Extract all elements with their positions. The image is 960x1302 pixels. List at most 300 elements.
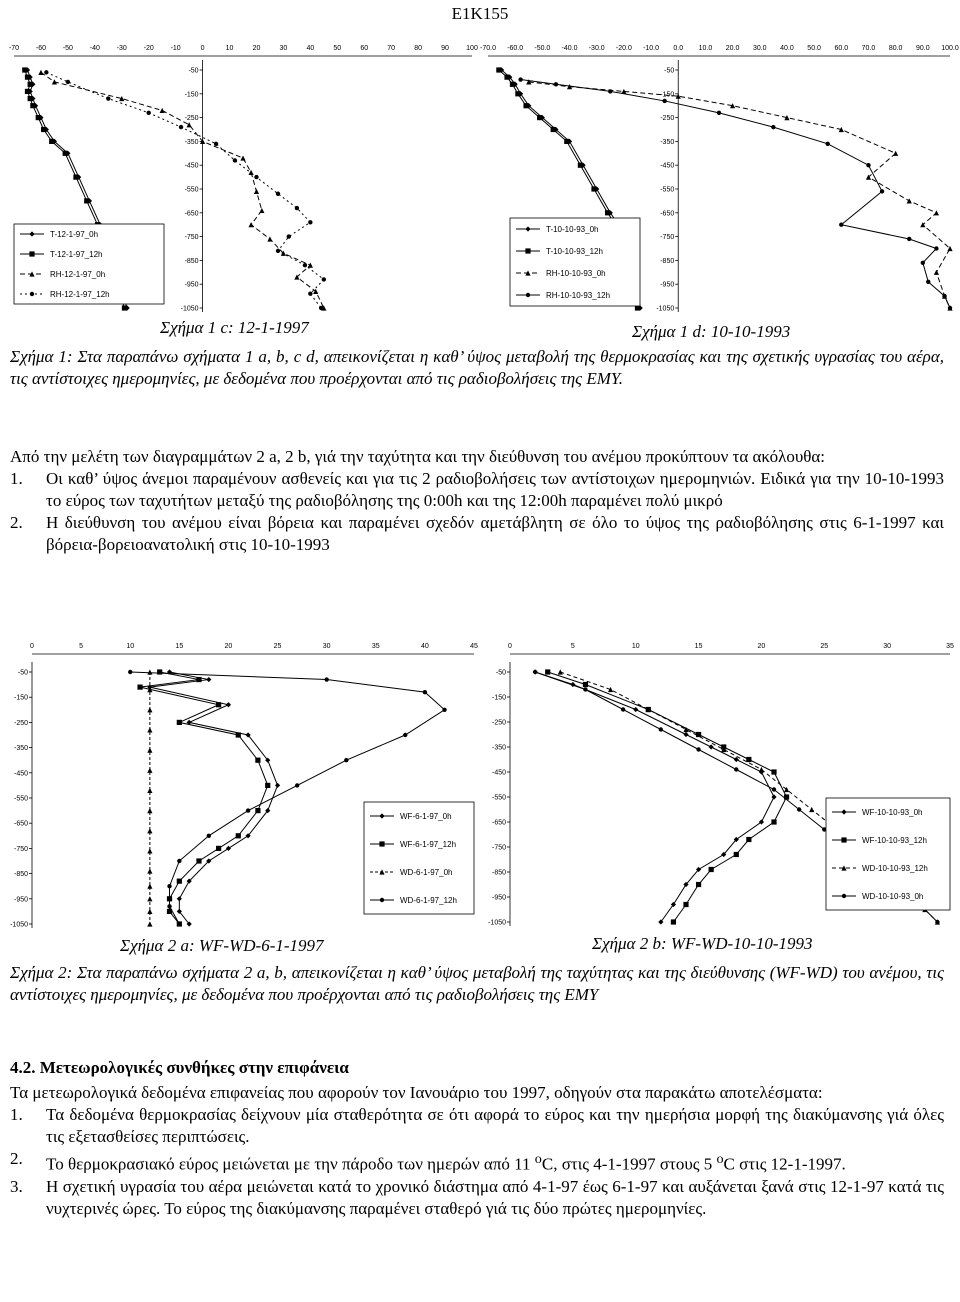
data-point bbox=[545, 669, 550, 674]
legend-label: WD-6-1-97_12h bbox=[400, 896, 457, 905]
x-tick-label: -40.0 bbox=[561, 45, 578, 52]
legend-marker bbox=[526, 293, 530, 297]
legend-label: WD-10-10-93_0h bbox=[862, 892, 924, 901]
series-WF-10-10-93_12h bbox=[545, 669, 789, 924]
data-point bbox=[187, 122, 192, 127]
data-point bbox=[28, 82, 33, 87]
page-header: E1K155 bbox=[451, 4, 509, 23]
y-tick-label: -350 bbox=[491, 744, 506, 752]
data-point bbox=[206, 677, 211, 682]
data-point bbox=[683, 732, 688, 737]
data-point bbox=[308, 263, 313, 268]
data-point bbox=[759, 767, 764, 772]
legend-label: WF-6-1-97_12h bbox=[400, 840, 457, 849]
chart-2b-svg bbox=[480, 636, 960, 932]
data-point bbox=[746, 837, 751, 842]
x-tick-label: 5 bbox=[79, 643, 84, 650]
x-tick-label: 50 bbox=[333, 45, 342, 52]
data-point bbox=[276, 192, 280, 196]
data-point bbox=[147, 788, 152, 793]
y-tick-label: -350 bbox=[13, 745, 28, 753]
x-tick-label: 70.0 bbox=[861, 45, 876, 52]
data-point bbox=[578, 163, 583, 168]
data-point bbox=[523, 103, 528, 108]
data-point bbox=[177, 896, 182, 901]
data-point bbox=[30, 103, 35, 108]
y-tick-label: -250 bbox=[13, 719, 28, 727]
data-point bbox=[771, 794, 776, 799]
x-tick-label: 15 bbox=[694, 643, 703, 650]
legend bbox=[364, 802, 474, 914]
legend-label: RH-12-1-97_0h bbox=[50, 270, 106, 279]
data-point bbox=[25, 75, 30, 80]
x-tick-label: 25 bbox=[820, 643, 829, 650]
figure1-caption bbox=[10, 346, 944, 390]
data-point bbox=[880, 189, 884, 193]
data-point bbox=[683, 902, 688, 907]
data-point bbox=[147, 896, 152, 901]
y-tick-label: -950 bbox=[184, 281, 199, 289]
y-tick-label: -850 bbox=[184, 257, 199, 265]
data-point bbox=[147, 848, 152, 853]
x-tick-label: 100.0 bbox=[941, 45, 959, 52]
data-point bbox=[515, 91, 520, 96]
x-tick-label: 0 bbox=[508, 643, 512, 650]
figure2-caption-text: Σχήμα 2: Στα παραπάνω σχήματα 2 a, b, απεικονίζεται η καθ’ ύψος μεταβολή της ταχύτητας και της διεύθυνσης (WF-WD) του ανέμου, τις αντίστοιχες ημερομηνίες, με δεδομένα που προέρχονται από τις ραδιοβολήσεις της ΕΜΥ bbox=[10, 963, 944, 1004]
x-tick-label: 45 bbox=[470, 643, 478, 650]
section-item-1 bbox=[10, 1104, 944, 1148]
x-tick-label: -70 bbox=[8, 45, 20, 52]
x-tick-label: 30 bbox=[883, 643, 892, 650]
chart-1d bbox=[480, 36, 960, 316]
data-point bbox=[717, 111, 721, 115]
analysis-item-2 bbox=[10, 512, 944, 556]
data-point bbox=[934, 210, 939, 215]
y-tick-label: -950 bbox=[13, 896, 28, 904]
data-point bbox=[63, 151, 68, 156]
x-tick-label: 10 bbox=[225, 45, 234, 52]
series-WF-10-10-93_0h bbox=[533, 669, 777, 924]
y-tick-label: -1050 bbox=[656, 305, 675, 313]
data-point bbox=[621, 707, 625, 711]
x-tick-label: -20.0 bbox=[615, 45, 632, 52]
data-point bbox=[442, 708, 446, 712]
data-point bbox=[41, 127, 46, 132]
data-point bbox=[934, 270, 939, 275]
series-line bbox=[140, 672, 268, 924]
data-point bbox=[662, 99, 666, 103]
data-point bbox=[403, 733, 407, 737]
data-point bbox=[696, 732, 701, 737]
chart-1c bbox=[0, 36, 480, 316]
data-point bbox=[558, 669, 563, 674]
data-point bbox=[564, 139, 569, 144]
data-point bbox=[226, 846, 231, 851]
section-heading: 4.2. Μετεωρολογικές συνθήκες στην επιφάνεια bbox=[10, 1058, 349, 1077]
y-tick-label: -50 bbox=[495, 669, 506, 677]
data-point bbox=[809, 807, 814, 812]
data-point bbox=[147, 768, 152, 773]
x-tick-label: 90 bbox=[441, 45, 449, 52]
caption-1d: Σχήμα 1 d: 10-10-1993 bbox=[632, 322, 791, 341]
caption-2a: Σχήμα 2 a: WF-WD-6-1-1997 bbox=[120, 936, 324, 955]
data-point bbox=[147, 669, 152, 674]
section-item-2 bbox=[10, 1148, 944, 1176]
x-tick-label: 20.0 bbox=[725, 45, 740, 52]
data-point bbox=[287, 234, 291, 238]
y-tick-label: -450 bbox=[660, 162, 675, 170]
data-point bbox=[147, 808, 152, 813]
data-point bbox=[608, 89, 612, 93]
x-tick-label: 40 bbox=[306, 45, 315, 52]
chart-2a-svg bbox=[0, 636, 486, 932]
caption-1c: Σχήμα 1 c: 12-1-1997 bbox=[160, 318, 309, 337]
data-point bbox=[276, 249, 280, 253]
section-item-3-text: Η σχετική υγρασία του αέρα μειώνεται κατά το χρονικό διάστημα από 4-1-97 έως 6-1-97 και αυξάνεται ξανά στις 12-1-97 κατά τις νυχτερινές ώρες. Το εύρος της διακύμανσης παραμένει σταθερό γιά τις δύο πρώτες ημερομηνίες. bbox=[46, 1176, 944, 1218]
data-point bbox=[942, 294, 946, 298]
data-point bbox=[797, 807, 801, 811]
section-item-2-text-a: Το θερμοκρασιακό εύρος μειώνεται με την πάροδο των ημερών από 11 bbox=[46, 1154, 535, 1174]
y-tick-label: -450 bbox=[491, 769, 506, 777]
x-tick-label: 10 bbox=[631, 643, 640, 650]
legend-label: WD-6-1-97_0h bbox=[400, 868, 453, 877]
data-point bbox=[423, 690, 427, 694]
data-point bbox=[137, 685, 142, 690]
data-point bbox=[659, 727, 663, 731]
y-tick-label: -750 bbox=[660, 234, 675, 242]
y-tick-label: -650 bbox=[491, 819, 506, 827]
data-point bbox=[324, 677, 328, 681]
data-point bbox=[25, 89, 30, 94]
data-point bbox=[259, 208, 264, 213]
data-point bbox=[177, 879, 182, 884]
legend-marker bbox=[30, 292, 34, 296]
x-tick-label: -50 bbox=[62, 45, 73, 52]
data-point bbox=[308, 220, 312, 224]
data-point bbox=[583, 687, 587, 691]
data-point bbox=[551, 127, 556, 132]
data-point bbox=[605, 210, 610, 215]
data-point bbox=[746, 757, 751, 762]
legend-marker bbox=[525, 248, 530, 253]
x-tick-label: -60 bbox=[35, 45, 47, 52]
x-tick-label: 10.0 bbox=[698, 45, 713, 52]
data-point bbox=[38, 70, 43, 75]
y-tick-label: -650 bbox=[660, 210, 675, 218]
analysis-item-1-num: 1. bbox=[10, 469, 23, 488]
x-tick-label: 0 bbox=[30, 643, 34, 650]
y-tick-label: -550 bbox=[660, 186, 675, 194]
x-tick-label: 20 bbox=[224, 643, 233, 650]
x-tick-label: 80 bbox=[414, 45, 423, 52]
data-point bbox=[926, 280, 930, 284]
data-point bbox=[147, 111, 151, 115]
data-point bbox=[934, 246, 938, 250]
data-point bbox=[177, 859, 181, 863]
data-point bbox=[22, 67, 27, 72]
y-tick-label: -950 bbox=[491, 894, 506, 902]
data-point bbox=[233, 158, 237, 162]
x-tick-label: 60.0 bbox=[834, 45, 849, 52]
legend-label: WD-10-10-93_12h bbox=[862, 864, 928, 873]
data-point bbox=[84, 198, 89, 203]
data-point bbox=[907, 198, 912, 203]
x-tick-label: -70.0 bbox=[480, 45, 496, 52]
x-tick-label: 30.0 bbox=[752, 45, 767, 52]
data-point bbox=[907, 237, 911, 241]
y-tick-label: -450 bbox=[184, 162, 199, 170]
legend-marker bbox=[29, 251, 34, 256]
degree-sup-1: o bbox=[534, 1151, 542, 1167]
data-point bbox=[839, 223, 843, 227]
data-point bbox=[216, 702, 221, 707]
figure2-caption bbox=[10, 962, 944, 1006]
analysis-item-1-text: Οι καθ’ ύψος άνεμοι παραμένουν ασθενείς και για τις 2 ραδιοβολήσεις των αντίστοιχων ημερομηνιών. Ειδικά για την 10-10-1993 το εύρος των ταχυτήτων μεταξύ της ραδιοβόλησης της 0:00h και της 12:00h παραμένει πολύ μικρό bbox=[46, 469, 944, 510]
y-tick-label: -350 bbox=[184, 138, 199, 146]
data-point bbox=[216, 846, 221, 851]
y-tick-label: -750 bbox=[184, 234, 199, 242]
x-tick-label: -60.0 bbox=[507, 45, 524, 52]
data-point bbox=[160, 108, 165, 113]
data-point bbox=[147, 727, 152, 732]
data-point bbox=[207, 834, 211, 838]
data-point bbox=[66, 80, 70, 84]
data-point bbox=[147, 707, 152, 712]
y-tick-label: -250 bbox=[491, 719, 506, 727]
legend-label: WF-10-10-93_12h bbox=[862, 836, 927, 845]
data-point bbox=[322, 277, 326, 281]
data-point bbox=[236, 833, 241, 838]
data-point bbox=[128, 670, 132, 674]
data-point bbox=[671, 919, 676, 924]
section-item-2-text-c: C στις 12-1-1997. bbox=[723, 1154, 846, 1174]
x-tick-label: -10.0 bbox=[643, 45, 660, 52]
legend-marker bbox=[379, 841, 384, 846]
data-point bbox=[214, 142, 218, 146]
x-tick-label: -30.0 bbox=[588, 45, 605, 52]
legend bbox=[510, 218, 640, 306]
data-point bbox=[147, 748, 152, 753]
data-point bbox=[554, 82, 558, 86]
section-item-1-text: Τα δεδομένα θερμοκρασίας δείχνουν μία σταθερότητα σε ότι αφορά το εύρος και την ημερήσια μορφή της διακύμανσης γιά όλες τις εξετασθείσες περιπτώσεις. bbox=[46, 1105, 944, 1146]
data-point bbox=[583, 682, 588, 687]
x-tick-label: 30 bbox=[279, 45, 288, 52]
x-tick-label: 30 bbox=[322, 643, 331, 650]
legend-label: RH-12-1-97_12h bbox=[50, 290, 110, 299]
analysis-item-1 bbox=[10, 468, 944, 512]
series-WF-6-1-97_12h bbox=[137, 669, 270, 926]
data-point bbox=[196, 858, 201, 863]
y-tick-label: -550 bbox=[184, 186, 199, 194]
y-tick-label: -850 bbox=[660, 257, 675, 265]
y-tick-label: -250 bbox=[184, 115, 199, 123]
data-point bbox=[240, 155, 245, 160]
legend-label: T-12-1-97_0h bbox=[50, 230, 99, 239]
x-tick-label: -40 bbox=[89, 45, 100, 52]
y-tick-label: -50 bbox=[664, 67, 675, 75]
x-tick-label: 60 bbox=[360, 45, 369, 52]
y-tick-label: -750 bbox=[491, 844, 506, 852]
data-point bbox=[308, 292, 312, 296]
data-point bbox=[147, 868, 152, 873]
x-tick-label: 80.0 bbox=[888, 45, 903, 52]
data-point bbox=[44, 70, 48, 74]
data-point bbox=[633, 707, 638, 712]
legend-marker bbox=[380, 898, 384, 902]
x-tick-label: 100 bbox=[466, 45, 478, 52]
data-point bbox=[295, 206, 299, 210]
data-point bbox=[591, 186, 596, 191]
x-tick-label: 20 bbox=[252, 45, 261, 52]
data-point bbox=[496, 67, 501, 72]
legend bbox=[826, 798, 950, 910]
data-point bbox=[246, 808, 250, 812]
y-tick-label: -450 bbox=[13, 770, 28, 778]
y-tick-label: -650 bbox=[13, 820, 28, 828]
legend-label: WF-6-1-97_0h bbox=[400, 812, 452, 821]
legend-label: T-10-10-93_12h bbox=[546, 247, 603, 256]
series-WF-6-1-97_0h bbox=[147, 669, 280, 926]
y-tick-label: -150 bbox=[660, 91, 675, 99]
data-point bbox=[696, 747, 700, 751]
data-point bbox=[196, 677, 201, 682]
degree-sup-2: o bbox=[716, 1151, 724, 1167]
x-tick-label: 40 bbox=[420, 643, 429, 650]
data-point bbox=[226, 702, 231, 707]
y-tick-label: -550 bbox=[491, 794, 506, 802]
y-tick-label: -150 bbox=[491, 694, 506, 702]
y-tick-label: -850 bbox=[13, 871, 28, 879]
data-point bbox=[303, 263, 307, 267]
chart-2b bbox=[480, 636, 960, 932]
y-tick-label: -550 bbox=[13, 795, 28, 803]
data-point bbox=[734, 767, 738, 771]
section-item-1-num: 1. bbox=[10, 1105, 23, 1124]
y-tick-label: -1050 bbox=[180, 305, 199, 313]
data-point bbox=[147, 884, 152, 889]
x-tick-label: 5 bbox=[570, 643, 575, 650]
section-item-2-text-b: C, στις 4-1-1997 στους 5 bbox=[541, 1154, 717, 1174]
data-point bbox=[319, 306, 323, 310]
data-point bbox=[254, 189, 259, 194]
data-point bbox=[248, 170, 253, 175]
data-point bbox=[254, 175, 258, 179]
data-point bbox=[537, 115, 542, 120]
legend-label: RH-10-10-93_12h bbox=[546, 291, 611, 300]
data-point bbox=[608, 687, 613, 692]
legend bbox=[14, 224, 164, 304]
data-point bbox=[147, 921, 152, 926]
data-point bbox=[826, 142, 830, 146]
data-point bbox=[177, 720, 182, 725]
data-point bbox=[122, 305, 127, 310]
analysis-intro: Από την μελέτη των διαγραμμάτων 2 a, 2 b, γιά την ταχύτητα και την διεύθυνση του ανέμου προκύπτουν τα ακόλουθα: bbox=[10, 447, 826, 466]
data-point bbox=[255, 808, 260, 813]
section-block bbox=[10, 1082, 944, 1220]
x-tick-label: -10 bbox=[170, 45, 181, 52]
section-item-3 bbox=[10, 1176, 944, 1220]
y-tick-label: -650 bbox=[184, 210, 199, 218]
data-point bbox=[696, 882, 701, 887]
data-point bbox=[179, 125, 183, 129]
data-point bbox=[106, 96, 110, 100]
x-tick-label: 35 bbox=[371, 643, 380, 650]
data-point bbox=[344, 758, 348, 762]
legend-marker bbox=[842, 894, 846, 898]
legend-label: WF-10-10-93_0h bbox=[862, 808, 923, 817]
y-tick-label: -150 bbox=[13, 694, 28, 702]
x-tick-label: 20 bbox=[757, 643, 766, 650]
data-point bbox=[265, 783, 270, 788]
data-point bbox=[177, 922, 181, 926]
y-tick-label: -250 bbox=[660, 115, 675, 123]
x-tick-label: -50.0 bbox=[534, 45, 551, 52]
x-tick-label: 90.0 bbox=[916, 45, 930, 52]
data-point bbox=[533, 670, 537, 674]
legend-label: T-10-10-93_0h bbox=[546, 225, 599, 234]
analysis-block bbox=[10, 446, 944, 556]
y-tick-label: -50 bbox=[188, 67, 199, 75]
data-point bbox=[866, 163, 870, 167]
chart-2a bbox=[0, 636, 486, 932]
data-point bbox=[248, 222, 253, 227]
data-point bbox=[504, 75, 509, 80]
y-tick-label: -150 bbox=[184, 91, 199, 99]
chart-1d-svg bbox=[480, 36, 960, 316]
x-tick-label: 0.0 bbox=[673, 45, 684, 52]
series-line bbox=[548, 672, 787, 922]
data-point bbox=[49, 139, 54, 144]
chart-1c-svg bbox=[0, 36, 480, 316]
data-point bbox=[73, 175, 78, 180]
data-point bbox=[771, 769, 776, 774]
data-point bbox=[772, 787, 776, 791]
legend-label: RH-10-10-93_0h bbox=[546, 269, 606, 278]
y-tick-label: -350 bbox=[660, 138, 675, 146]
legend-label: T-12-1-97_12h bbox=[50, 250, 103, 259]
data-point bbox=[784, 794, 789, 799]
data-point bbox=[167, 884, 171, 888]
figure1-caption-text: Σχήμα 1: Στα παραπάνω σχήματα 1 a, b, c d, απεικονίζεται η καθ’ ύψος μεταβολή της θερμοκρασίας και της σχετικής υγρασίας του αέρα, τις αντίστοιχες ημερομηνίες, με δεδομένα που προέρχονται από τις ραδιοβολήσεις της ΕΜΥ. bbox=[10, 347, 944, 388]
y-tick-label: -50 bbox=[17, 669, 28, 677]
data-point bbox=[36, 115, 41, 120]
data-point bbox=[709, 867, 714, 872]
data-point bbox=[935, 920, 939, 924]
y-tick-label: -950 bbox=[660, 281, 675, 289]
x-tick-label: 40.0 bbox=[780, 45, 794, 52]
data-point bbox=[157, 669, 162, 674]
y-tick-label: -1050 bbox=[488, 919, 506, 927]
x-tick-label: 15 bbox=[175, 643, 184, 650]
data-point bbox=[948, 306, 952, 310]
legend-marker bbox=[841, 837, 846, 842]
data-point bbox=[921, 261, 925, 265]
y-tick-label: -1050 bbox=[10, 921, 28, 929]
data-point bbox=[275, 783, 280, 788]
analysis-item-2-text: Η διεύθυνση του ανέμου είναι βόρεια και παραμένει σχεδόν αμετάβλητη σε όλο το ύψος της ραδιοβόλησης στις 6-1-1997 και βόρεια-βορειοανατολική στις 10-10-1993 bbox=[46, 513, 944, 554]
data-point bbox=[28, 96, 33, 101]
y-tick-label: -750 bbox=[13, 845, 28, 853]
data-point bbox=[709, 744, 714, 749]
section-intro: Τα μετεωρολογικά δεδομένα επιφανείας που αφορούν τον Ιανουάριο του 1997, οδηγούν στα παρακάτω αποτελέσματα: bbox=[10, 1083, 823, 1102]
data-point bbox=[510, 82, 515, 87]
series-WD-6-1-97_0h bbox=[147, 669, 152, 926]
data-point bbox=[147, 909, 152, 914]
x-tick-label: 0 bbox=[200, 45, 205, 52]
x-tick-label: -20 bbox=[143, 45, 154, 52]
x-tick-label: 10 bbox=[126, 643, 135, 650]
data-point bbox=[893, 151, 898, 156]
